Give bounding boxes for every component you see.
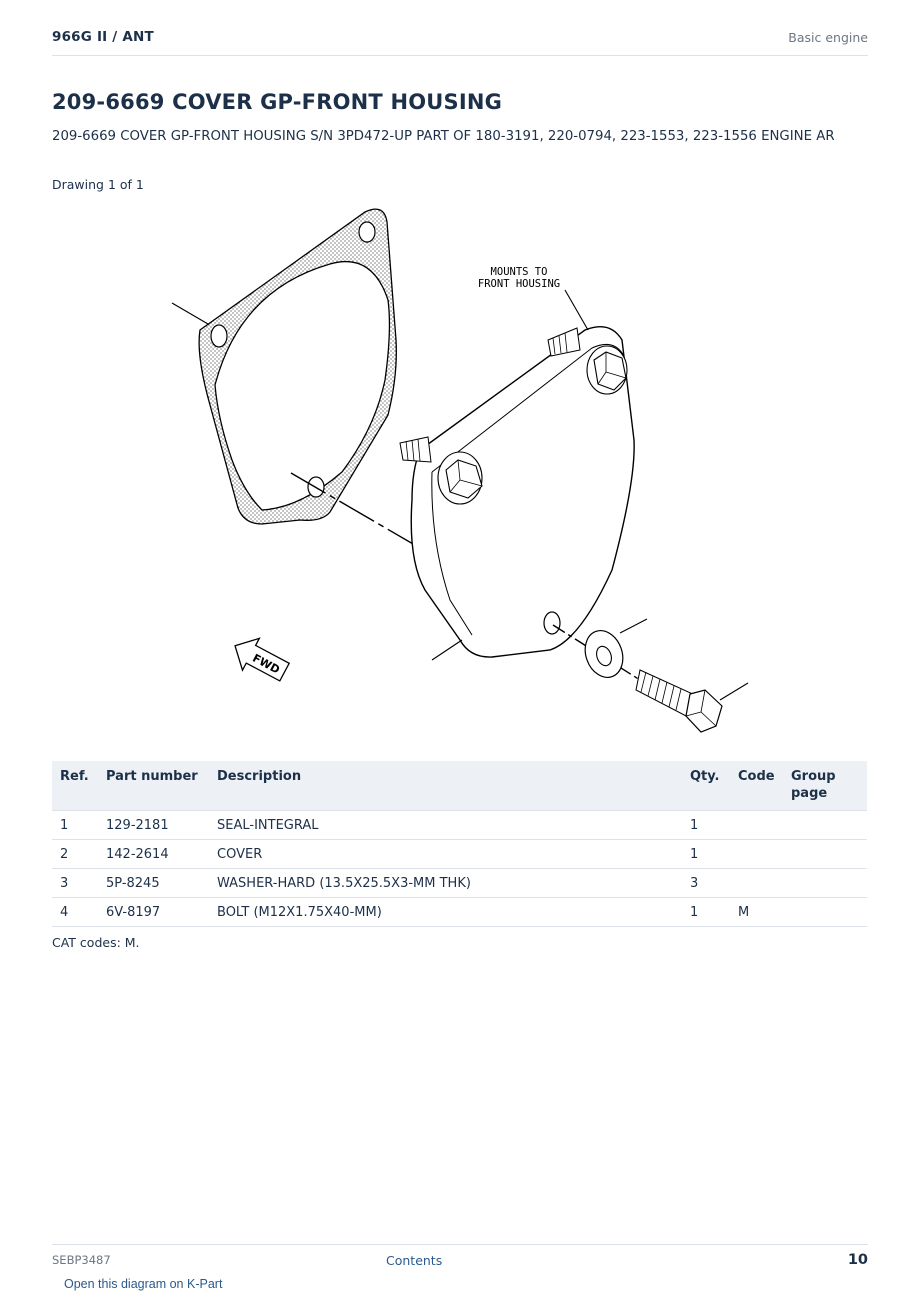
header-qty xyxy=(682,761,730,811)
header-part-number: Part number xyxy=(98,761,209,811)
header-divider xyxy=(52,55,868,56)
table-row xyxy=(52,869,867,898)
row-description: WASHER-HARD (13.5X25.5X3-MM THK) xyxy=(209,869,682,898)
row-ref: 1 xyxy=(52,811,98,840)
row-part-number: 6V-8197 xyxy=(98,898,209,927)
row-code xyxy=(730,811,783,840)
callout-text-line2: FRONT HOUSING xyxy=(477,278,561,290)
cover-drawing xyxy=(400,327,634,660)
row-code xyxy=(730,840,783,869)
row-ref: 2 xyxy=(52,840,98,869)
row-description: BOLT (M12X1.75X40-MM) xyxy=(209,898,682,927)
cat-codes-note: CAT codes: M. xyxy=(52,935,140,950)
washer-drawing xyxy=(579,619,647,683)
table-row xyxy=(52,840,867,869)
row-description: SEAL-INTEGRAL xyxy=(209,811,682,840)
footer-doc-id: SEBP3487 xyxy=(52,1253,111,1267)
header-group-page xyxy=(783,761,867,811)
table-header-row xyxy=(52,761,867,811)
header-ref: Ref. xyxy=(52,761,98,811)
drawing-label: Drawing 1 of 1 xyxy=(52,177,144,192)
row-code: M xyxy=(730,898,783,927)
row-qty: 1 xyxy=(682,811,730,840)
row-qty: 3 xyxy=(682,869,730,898)
header-model: 966G II / ANT xyxy=(52,29,154,45)
row-group-page xyxy=(783,840,867,869)
fwd-label: FWD xyxy=(250,651,282,677)
contents-link[interactable]: Contents xyxy=(386,1253,443,1268)
row-part-number: 142-2614 xyxy=(98,840,209,869)
row-code xyxy=(730,869,783,898)
table-row xyxy=(52,811,867,840)
row-group-page xyxy=(783,898,867,927)
parts-table xyxy=(52,761,867,927)
row-qty: 1 xyxy=(682,840,730,869)
page-title: 209-6669 COVER GP-FRONT HOUSING xyxy=(52,90,503,114)
fwd-arrow-icon xyxy=(227,630,293,688)
header-description: Description xyxy=(209,761,682,811)
row-description: COVER xyxy=(209,840,682,869)
parts-diagram xyxy=(140,200,780,745)
callout-text-line1: MOUNTS TO xyxy=(490,266,548,278)
header-code: Code xyxy=(730,761,783,811)
row-part-number: 129-2181 xyxy=(98,811,209,840)
page-subtitle: 209-6669 COVER GP-FRONT HOUSING S/N 3PD472-UP PART OF 180-3191, 220-0794, 223-1553, 223-1556 ENGINE AR xyxy=(52,129,835,144)
row-group-page xyxy=(783,811,867,840)
header-group-page-label: Group page xyxy=(791,769,836,801)
row-group-page xyxy=(783,869,867,898)
bolt-drawing xyxy=(636,670,748,732)
page-number: 10 xyxy=(847,1252,868,1268)
table-row xyxy=(52,898,867,927)
row-ref: 3 xyxy=(52,869,98,898)
header-section: Basic engine xyxy=(788,30,868,45)
header-qty-label: Qty. xyxy=(690,769,720,784)
row-part-number: 5P-8245 xyxy=(98,869,209,898)
footer-divider xyxy=(52,1244,868,1245)
row-qty: 1 xyxy=(682,898,730,927)
kpart-link[interactable]: Open this diagram on K-Part xyxy=(64,1277,223,1291)
seal-gasket-drawing xyxy=(172,209,396,524)
row-ref: 4 xyxy=(52,898,98,927)
